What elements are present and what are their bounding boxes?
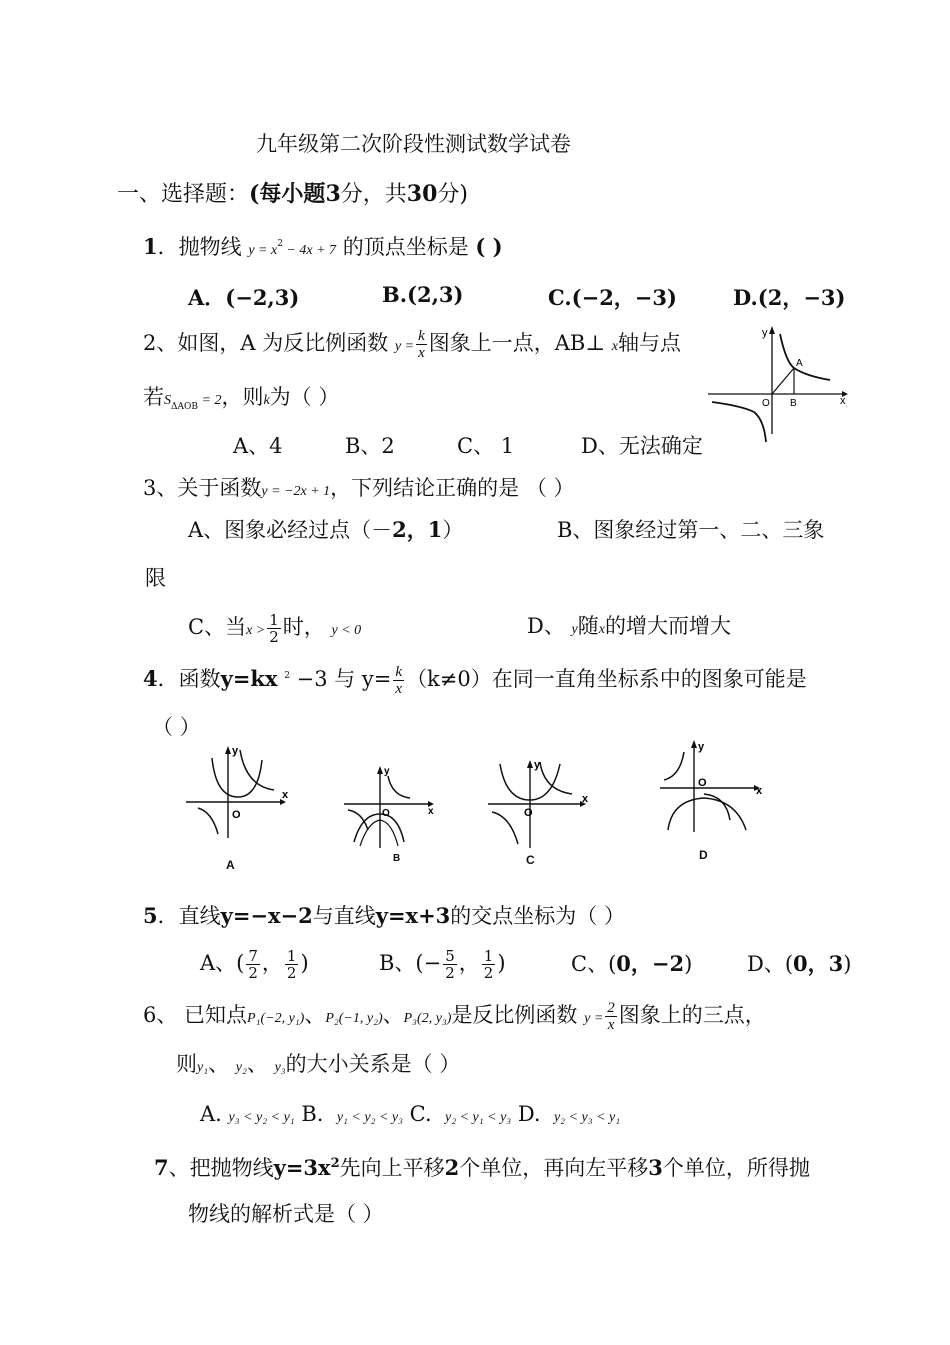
q4-fraction <box>393 664 404 697</box>
q6-p1: P₁(−2, y₁) <box>247 1011 305 1026</box>
question-4 <box>143 662 807 697</box>
q5-optA-frac1: $\frac{7}{2}$ <box>248 947 258 982</box>
q3-optC-x: x > <box>246 623 266 638</box>
q2-S-sub: ΔAOB <box>171 402 198 413</box>
q4-pre: 函数 <box>178 667 221 691</box>
q5-optC-pre: C、( <box>571 952 617 976</box>
q3-optA-b2: 1 <box>427 517 443 542</box>
svg-text:O: O <box>232 809 241 821</box>
q2-label-O: O <box>762 398 770 409</box>
q5-optB-frac1: $\frac{5}{2}$ <box>445 947 455 982</box>
q4-graph-b <box>340 762 440 852</box>
q6-option-d-expr: y₂ < y₃ < y₁ <box>553 1110 621 1125</box>
question-1 <box>143 230 503 265</box>
q2-option-c: C、 1 <box>457 434 515 458</box>
q3-optA-mid: ， <box>406 517 428 542</box>
q2-fraction <box>416 328 427 361</box>
q3-optD-x: x <box>598 622 605 637</box>
q4-graph-a <box>182 742 292 842</box>
q3-optA-pre: A、图象必经过点（－ <box>188 518 393 542</box>
q2-line2-mid: ，则 <box>221 385 264 409</box>
q6-option-b-label: B. <box>301 1102 324 1126</box>
q2-curve-q3 <box>712 402 766 442</box>
q2-y-arrow <box>769 326 775 334</box>
q6-options <box>200 1100 620 1132</box>
q5-optD-post: ) <box>843 952 852 976</box>
q1-option-d: D.(2，−3) <box>733 285 846 310</box>
q1-option-c: C.(−2，−3) <box>548 285 677 310</box>
q2-label-y: y <box>762 327 768 339</box>
q4-sup: 2 <box>284 671 290 681</box>
q5-post: 的交点坐标为（ ） <box>450 904 625 928</box>
q2-option-a: A、4 <box>233 434 283 458</box>
q2-label-A: A <box>796 358 803 369</box>
q3-optC-mid: 时， <box>282 615 325 639</box>
q6-option-b-expr: y₁ < y₂ < y₃ <box>336 1110 403 1125</box>
q6-sep1: 、 <box>304 1003 326 1027</box>
q6-option-d-label: D. <box>517 1102 541 1126</box>
q3-option-c <box>188 612 361 645</box>
question-6-line-1 <box>143 1000 766 1033</box>
q3-optD-mid: 随 <box>577 614 599 638</box>
svg-text:x: x <box>582 793 589 805</box>
q2-frac-den: x <box>418 345 425 361</box>
q1-formula: y = x <box>248 243 278 258</box>
q5-optD-value: 0，3 <box>793 951 844 976</box>
q1-option-a: A．(−2,3) <box>188 285 300 310</box>
svg-text:x: x <box>282 789 289 801</box>
q2-graph <box>702 322 852 447</box>
q4-graph-c <box>484 756 594 851</box>
q4-frac-den: x <box>395 681 403 697</box>
q6-option-c-expr: y₂ < y₁ < y₃ <box>445 1110 512 1125</box>
q5-number: 5 <box>143 903 158 928</box>
q1-pre: 抛物线 <box>178 235 242 259</box>
q2-frac-num: k <box>418 328 425 344</box>
svg-text:x: x <box>756 785 763 797</box>
svg-text:x: x <box>428 806 434 817</box>
q5-optB-pre: B、(− <box>379 951 442 975</box>
q6-y2: y₂ <box>235 1060 247 1075</box>
q6-y1: y₁ <box>197 1060 209 1075</box>
q6-frac-num: 2 <box>607 1000 615 1016</box>
q3-pre: 3、关于函数 <box>143 476 262 500</box>
q4-mid: −3 与 y= <box>296 667 392 691</box>
q3-option-d <box>527 612 731 644</box>
q2-line1-end: 轴与点 <box>618 331 681 355</box>
q7-pre: 、把抛物线 <box>168 1156 274 1180</box>
q5-optB-post: ) <box>497 951 506 975</box>
q7-mid3: 个单位，所得抛 <box>662 1156 810 1180</box>
q6-line2-post: 的大小关系是（ ） <box>285 1052 461 1076</box>
q6-line2-pre: 则 <box>176 1052 197 1076</box>
q1-formula-rest: − 4x + 7 <box>282 243 337 258</box>
q6-sep2: 、 <box>382 1003 404 1027</box>
page-title: 九年级第二次阶段性测试数学试卷 <box>256 132 571 156</box>
q5-option-a <box>200 948 309 981</box>
q2-curve-q1 <box>780 334 830 380</box>
q6-option-a-label: A. <box>200 1102 222 1126</box>
q4-post: （k≠0）在同一直角坐标系中的图象可能是 <box>406 667 807 691</box>
svg-text:O: O <box>698 777 707 789</box>
q2-line1-pre: 2、如图，A 为反比例函数 <box>143 331 389 355</box>
q7-number: 7 <box>154 1155 169 1180</box>
q3-optC-den: 2 <box>269 628 279 646</box>
q5-pre: 直线 <box>178 904 221 928</box>
q5-optD-pre: D、( <box>747 952 794 976</box>
q6-pre: 6、 已知点 <box>143 1003 248 1027</box>
question-6-line-2 <box>176 1050 460 1082</box>
section-points: 3 <box>325 181 341 207</box>
q3-optC-num: 1 <box>269 611 279 629</box>
q3-optD-pre: D、 <box>527 614 565 638</box>
q1-option-b: B.(2,3) <box>382 282 464 307</box>
svg-text:O: O <box>382 808 390 819</box>
q6-s1: 、 <box>208 1052 230 1076</box>
q5-optB-frac2: $\frac{1}{2}$ <box>483 947 494 982</box>
q3-option-a <box>188 516 463 544</box>
q5-optA-frac2: $\frac{1}{2}$ <box>286 947 297 982</box>
q4-graph-d <box>656 736 768 836</box>
q6-y3: y₃ <box>274 1060 286 1075</box>
q2-y-eq: y = <box>394 339 415 354</box>
q5-dot: ． <box>157 904 179 928</box>
q5-optC-post: ) <box>684 952 693 976</box>
q7-mid2: 个单位，再向左平移 <box>459 1156 649 1180</box>
section-name: 一、选择题： <box>117 182 250 207</box>
q7-sup: 2 <box>330 1156 340 1171</box>
q2-axis: x <box>611 339 618 354</box>
question-3 <box>143 474 575 506</box>
q3-post: ，下列结论正确的是 （ ） <box>330 476 575 500</box>
q4-number: 4 <box>143 666 158 691</box>
question-7-line-2: 物线的解析式是（ ） <box>188 1202 384 1226</box>
q1-answer-paren: ( ) <box>475 234 503 259</box>
q4-dot: ． <box>157 667 179 691</box>
svg-text:y: y <box>534 759 541 771</box>
q1-dot: ． <box>157 235 179 259</box>
q4-formula: y=kx <box>220 666 278 691</box>
q6-mid: 是反比例函数 <box>451 1003 578 1027</box>
q6-s2: 、 <box>246 1052 268 1076</box>
q7-n2: 3 <box>648 1155 663 1180</box>
svg-text:y: y <box>698 741 705 753</box>
section-mid: 分，共 <box>340 182 407 207</box>
q2-line2-post: 为（ ） <box>269 385 340 409</box>
q3-optD-y: y <box>571 622 578 637</box>
q5-optB-sep: ， <box>458 951 480 975</box>
svg-text:O: O <box>524 807 533 819</box>
q2-S-eq: = 2 <box>198 393 222 408</box>
q2-option-d: D、无法确定 <box>581 434 703 458</box>
section-note-close: 分) <box>437 182 468 207</box>
q4-answer-paren: （ ） <box>152 715 201 739</box>
section-header <box>117 180 468 209</box>
svg-text:y: y <box>384 766 390 777</box>
question-2-line-2 <box>143 383 339 421</box>
q7-n1: 2 <box>444 1155 460 1180</box>
q2-label-x: x <box>840 395 846 407</box>
q2-option-b: B、2 <box>345 434 395 458</box>
q6-option-a-expr: y₃ < y₂ < y₁ <box>228 1110 295 1125</box>
svg-text:y: y <box>232 745 239 757</box>
q1-formula-sup: 2 <box>277 239 283 249</box>
q5-line2: y=x+3 <box>375 903 451 928</box>
q6-option-c-label: C. <box>409 1102 432 1126</box>
q4-frac-num: k <box>395 664 403 680</box>
question-2-line-1 <box>143 328 681 361</box>
q5-optA-pre: A、( <box>200 951 245 975</box>
q7-mid1: 先向上平移 <box>339 1156 445 1180</box>
q5-option-d <box>747 950 851 978</box>
q6-frac-den: x <box>607 1017 615 1033</box>
q5-mid: 与直线 <box>312 904 376 928</box>
q6-p2: P₂(−1, y₂) <box>325 1011 383 1026</box>
q2-S: S <box>164 393 171 408</box>
q2-line2-pre: 若 <box>143 385 164 409</box>
q2-segment-OA <box>772 368 794 394</box>
q4-graph-c-label: C <box>526 853 535 867</box>
q5-optA-sep: ， <box>261 951 283 975</box>
q3-formula: y = −2x + 1 <box>261 484 331 499</box>
q1-number: 1 <box>143 234 158 259</box>
section-total: 30 <box>406 181 438 207</box>
q3-optC-frac <box>267 612 281 645</box>
q6-p3: P₃(2, y₃) <box>403 1011 452 1026</box>
q2-line1-post: 图象上一点，AB⊥ <box>428 331 606 355</box>
q3-option-b: B、图象经过第一、二、三象 <box>557 518 825 542</box>
question-7-line-1 <box>154 1150 810 1182</box>
q5-optC-value: 0，−2 <box>616 951 685 976</box>
q6-fraction <box>605 1000 617 1033</box>
q6-post: 图象上的三点， <box>618 1003 766 1027</box>
q6-y-eq: y = <box>584 1011 604 1026</box>
q3-optA-b1: 2 <box>392 517 407 542</box>
q3-optC-y: y < 0 <box>331 623 362 638</box>
q4-graph-d-label: D <box>699 848 708 862</box>
q3-optA-post: ） <box>442 518 464 542</box>
q3-optD-post: 的增大而增大 <box>604 614 731 638</box>
q5-optA-post: ) <box>300 951 309 975</box>
q3-optC-pre: C、当 <box>188 615 247 639</box>
q5-option-b <box>379 948 506 981</box>
q7-formula: y=3x <box>273 1155 331 1180</box>
q1-post: 的顶点坐标是 <box>342 235 469 259</box>
question-5 <box>143 902 625 930</box>
q4-graph-a-label: A <box>226 858 235 872</box>
q2-label-B: B <box>790 398 797 409</box>
section-note-open: (每小题 <box>249 181 326 207</box>
q3-option-b-wrap: 限 <box>145 566 166 590</box>
q4-graph-b-label: B <box>393 853 401 864</box>
q5-line1: y=−x−2 <box>220 903 313 928</box>
q5-option-c <box>571 950 692 978</box>
q2-k: k <box>263 393 270 408</box>
